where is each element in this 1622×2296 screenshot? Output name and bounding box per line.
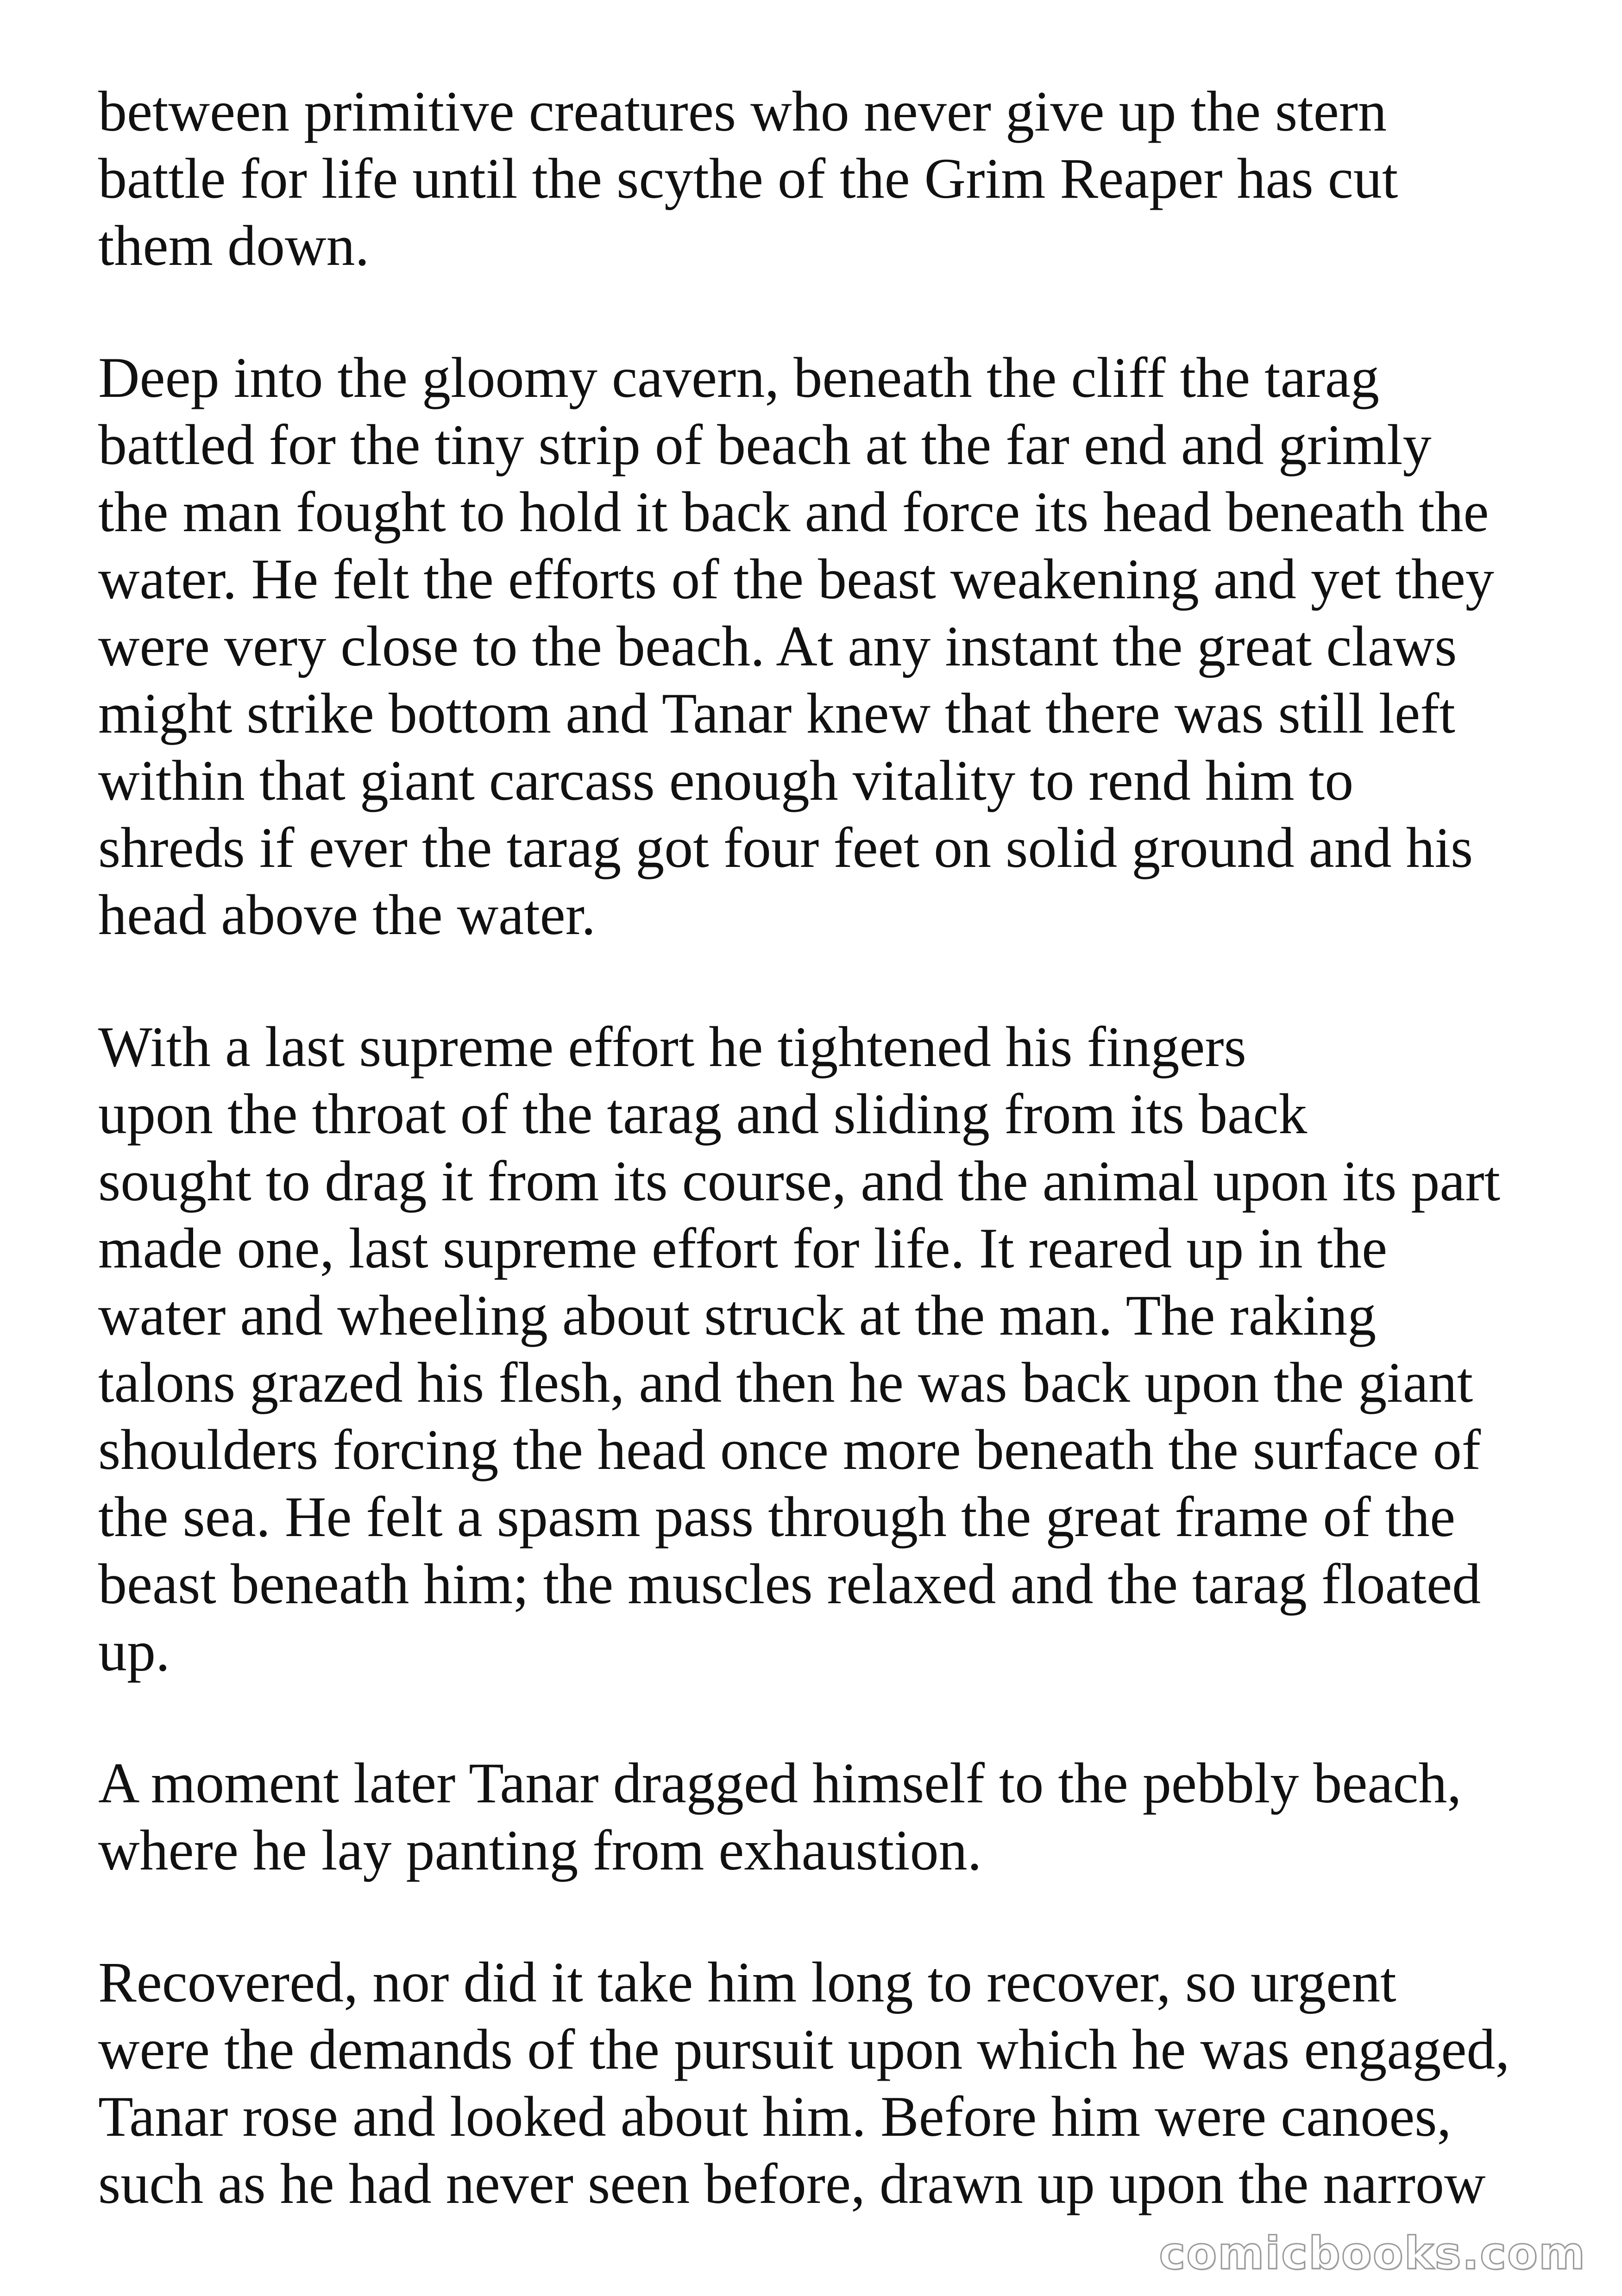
text-line: beast beneath him; the muscles relaxed and the tarag floated [98,1552,1481,1616]
text-line: within that giant carcass enough vitality to rend him to [98,749,1354,812]
text-line: talons grazed his flesh, and then he was back upon the giant [98,1351,1473,1414]
text-line: Tanar rose and looked about him. Before him were canoes, [98,2085,1452,2148]
text-line: water and wheeling about struck at the man. The raking [98,1284,1377,1347]
text-line: the man fought to hold it back and force its head beneath the [98,480,1489,544]
text-line: were the demands of the pursuit upon which he was engaged, [98,2018,1510,2081]
paragraph [98,1949,1557,2217]
paragraph [98,78,1557,279]
text-line: were very close to the beach. At any instant the great claws [98,615,1457,678]
text-line: With a last supreme effort he tightened his fingers [98,1015,1246,1079]
watermark-logo: comicbooks.com [1159,2227,1586,2279]
text-line: made one, last supreme effort for life. It reared up in the [98,1217,1388,1280]
text-line: them down. [98,214,370,277]
text-line: the sea. He felt a spasm pass through the great frame of the [98,1485,1456,1549]
paragraph [98,1750,1557,1884]
paragraph [98,344,1557,948]
paragraph [98,1013,1557,1685]
text-line: Recovered, nor did it take him long to recover, so urgent [98,1951,1396,2014]
text-line: up. [98,1619,170,1683]
text-line: shoulders forcing the head once more beneath the surface of [98,1418,1481,1481]
text-line: A moment later Tanar dragged himself to the pebbly beach, [98,1751,1462,1815]
text-line: head above the water. [98,883,596,947]
text-line: upon the throat of the tarag and sliding from its back [98,1082,1308,1146]
text-line: water. He felt the efforts of the beast weakening and yet they [98,547,1494,611]
text-line: battled for the tiny strip of beach at the far end and grimly [98,413,1432,477]
text-line: Deep into the gloomy cavern, beneath the cliff the tarag [98,346,1379,409]
text-line: battle for life until the scythe of the Grim Reaper has cut [98,147,1398,210]
body-text [98,78,1557,2282]
text-line: between primitive creatures who never give up the stern [98,80,1387,143]
text-line: might strike bottom and Tanar knew that there was still left [98,682,1455,745]
text-line: such as he had never seen before, drawn up upon the narrow [98,2152,1486,2215]
text-line: shreds if ever the tarag got four feet on solid ground and his [98,816,1473,879]
text-line: where he lay panting from exhaustion. [98,1819,982,1882]
text-line: sought to drag it from its course, and the animal upon its part [98,1149,1501,1213]
